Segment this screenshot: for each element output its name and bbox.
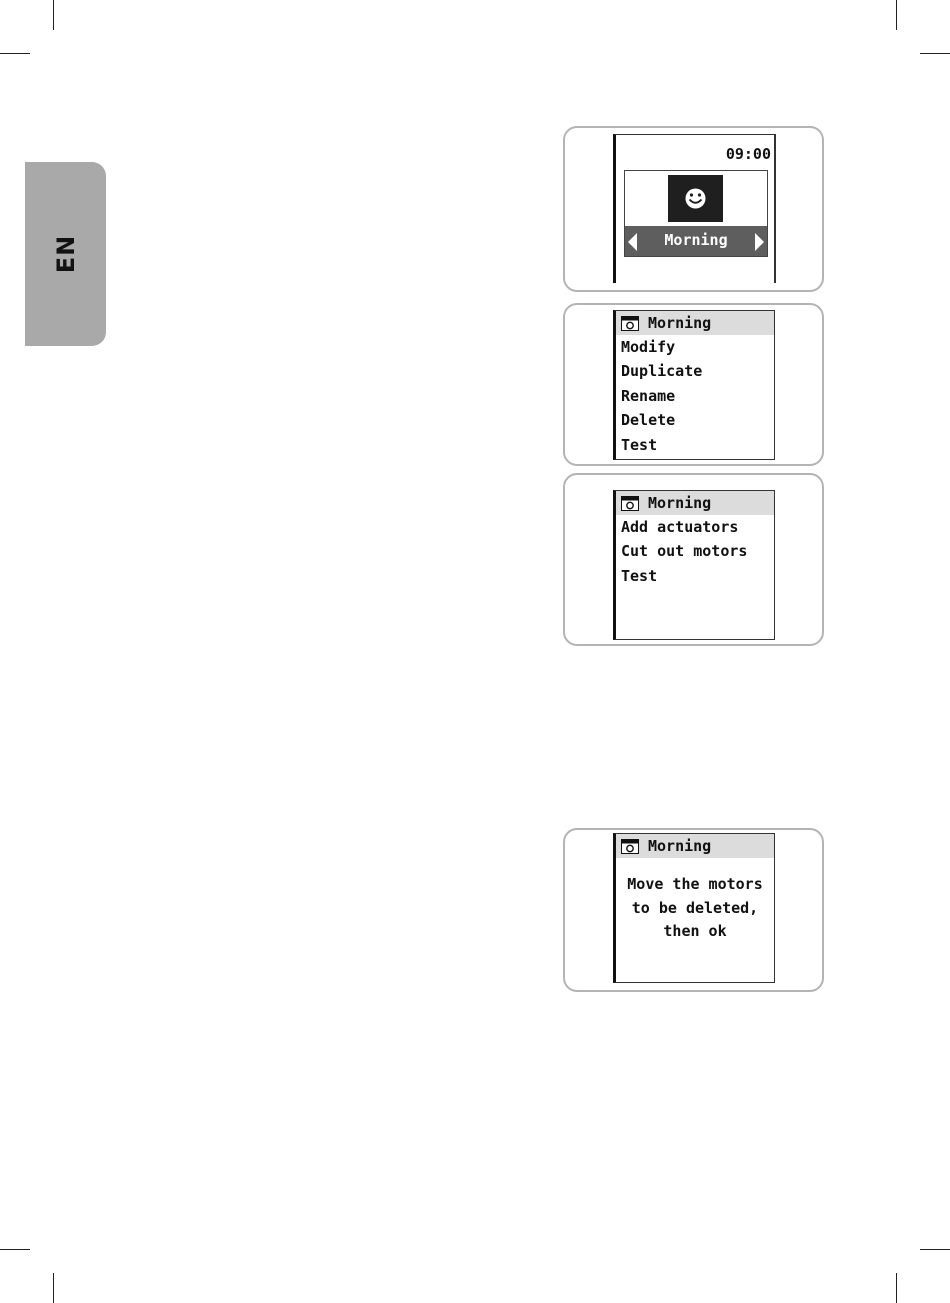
menu-title: Morning: [648, 314, 712, 332]
menu-title-row: [616, 834, 774, 858]
menu-item-test[interactable]: Test: [621, 435, 658, 454]
panel-home-screen: [563, 126, 824, 292]
menu-item-duplicate[interactable]: Duplicate: [621, 362, 703, 381]
scene-selector[interactable]: [624, 170, 768, 257]
instruction-message: [616, 858, 774, 944]
menu-item-rename[interactable]: Rename: [621, 386, 676, 405]
message-line: then ok: [663, 922, 727, 940]
panel-modify-menu: [563, 473, 824, 646]
menu-item-add-actuators[interactable]: Add actuators: [621, 518, 739, 536]
crop-mark: [0, 1249, 30, 1250]
crop-mark: [896, 1273, 897, 1303]
menu-title: Morning: [648, 494, 712, 512]
crop-mark: [53, 1273, 54, 1303]
triangle-right-icon[interactable]: [755, 233, 764, 251]
scene-icon: [621, 316, 639, 331]
scene-name: Morning: [664, 231, 728, 249]
message-line: Move the motors: [627, 875, 763, 893]
panel-delete-prompt: [563, 828, 824, 992]
menu-item-cut-out-motors[interactable]: Cut out motors: [621, 542, 748, 561]
crop-mark: [920, 1249, 950, 1250]
scene-name-bar: [625, 226, 767, 256]
device-screen: [613, 490, 775, 640]
message-line: to be deleted,: [631, 898, 759, 917]
device-screen: [613, 134, 776, 283]
device-screen: [613, 310, 775, 460]
device-screen: [613, 833, 775, 983]
language-tab: [25, 162, 106, 346]
crop-mark: [0, 53, 30, 54]
crop-mark: [920, 53, 950, 54]
scene-icon: [621, 839, 639, 854]
menu-title-row: [616, 491, 774, 515]
menu-title-row: [616, 311, 774, 335]
menu-item-test[interactable]: Test: [621, 566, 658, 585]
menu-item-modify[interactable]: Modify: [621, 338, 676, 356]
smiley-icon: [668, 175, 723, 222]
language-label: EN: [51, 234, 80, 274]
crop-mark: [896, 0, 897, 30]
menu-title: Morning: [648, 837, 712, 855]
menu-item-delete[interactable]: Delete: [621, 411, 676, 430]
panel-scene-menu: [563, 303, 824, 466]
scene-icon: [621, 496, 639, 511]
clock: 09:00: [725, 145, 771, 163]
crop-mark: [53, 0, 54, 30]
